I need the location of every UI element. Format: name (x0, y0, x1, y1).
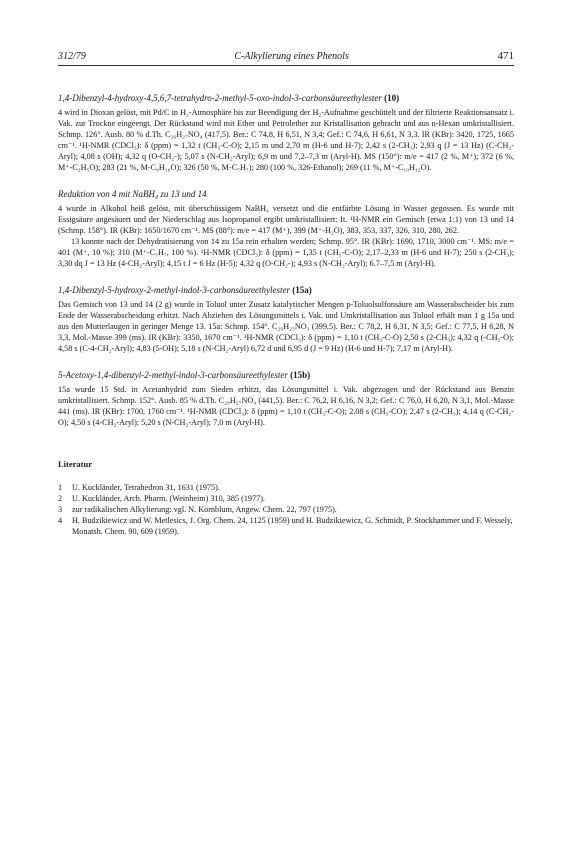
running-title: C-Alkylierung eines Phenols (234, 51, 349, 62)
paragraph: 13 konnte nach der Dehydratisierung von 14 zu 15a rein erhalten werden; Schmp. 95°. IR (KBr): 1690, 1710, 3000 cm⁻¹. MS: m/e = 401 (M⁺, 10 %); 310 (M⁺-C₇H₇, 100 %). ¹H-NMR (CDCl₃): δ (ppm) = 1,35 t (CH₃-C-O); 2,17–2,33 m (H-6 und H-7); 250 s (2-CH₃); 3,30 dq J = 13 Hz (4-CH₂-Aryl); 4,15 t J = 6 Hz (H-5); 4,32 q (O-CH₂-); 4,93 s (N-CH₂-Aryl); 6.7–7,5 m (Aryl-H). (58, 237, 514, 268)
paragraph: Das Gemisch von 13 und 14 (2 g) wurde in Toluol unter Zusatz katalytischer Mengen p-Toluolsulfonsäure am Wasserabscheider bis zum Ende der Wasserabscheidung erhitzt. Nach Abziehen des Lösungsmittels i. Vak. und Umkristallisation aus Toluol erhält man 1 g 15a und aus den Mutterlaugen in geringer Menge 13. 15a: Schmp. 154°. C₂₆H₂₅NO₃ (399,5). Ber.: C 78,2, H 6,31, N 3,5; Gef.: C 77,5, H 6,28, N 3,3, Mol.-Masse 399 (ms). IR (KBr): 3350, 1670 cm⁻¹. ¹H-NMR (CDCl₃): δ (ppm) = 1,10 t (CH₃-C-O) 2,50 s (2-CH₃); 4,32 q (-CH₂-O); 4,58 s (C-4-CH₂-Aryl); 4,83 (5-OH); 5,18 s (N-CH₂-Aryl) 6,72 d und 6,95 d (J = 9 Hz) (H-6 und H-7); 7,17 m (Aryl-H). (58, 300, 514, 353)
running-header (58, 50, 514, 66)
section-title: 1,4-Dibenzyl-5-hydroxy-2-methyl-indol-3-carbonsäureethylester (58, 285, 291, 295)
section-heading (58, 93, 514, 104)
references-heading: Literatur (58, 459, 92, 469)
reference-text: H. Budzikiewicz und W. Metlesics, J. Org. Chem. 24, 1125 (1959) und H. Budzikiewicz, G. Schmidt, P. Stockhammer und F. Wessely, Monatsh. Chem. 90, 609 (1959). (72, 516, 513, 536)
reference-text: U. Kuckländer, Tetrahedron 31, 1631 (1975). (72, 483, 220, 492)
compound-number: (10) (384, 93, 400, 103)
page-number: 471 (497, 50, 514, 62)
journal-issue: 312/79 (58, 51, 86, 62)
section-heading (58, 370, 514, 381)
reference-text: U. Kuckländer, Arch. Pharm. (Weinheim) 310, 385 (1977). (72, 494, 265, 503)
section-compound-15a (58, 285, 514, 354)
section-heading (58, 285, 514, 296)
journal-page (58, 50, 514, 537)
reference-item (58, 493, 514, 504)
reference-text: zur radikalischen Alkylierung: vgl. N. Kornblum, Angew. Chem. 22, 797 (1975). (72, 505, 337, 514)
reference-item (58, 504, 514, 515)
section-title: 1,4-Dibenzyl-4-hydroxy-4,5,6,7-tetrahydro-2-methyl-5-oxo-indol-3-carbonsäureethylester (58, 93, 382, 103)
section-heading (58, 189, 514, 200)
references-section (58, 459, 514, 537)
reference-number: 3 (58, 505, 63, 514)
section-reduction (58, 189, 514, 269)
reference-number: 2 (58, 494, 63, 503)
compound-number: (15a) (292, 285, 312, 295)
paragraph: 4 wurde in Alkohol heiß gelöst, mit überschüssigem NaBH₄ versetzt und die entfärbte Lösung in Wasser gegossen. Es wurde mit Essigsäure angesäuert und der Niederschlag aus Isopropanol ergibt umkristallisiert: It. ¹H-NMR ein Gemisch (etwa 1:1) von 13 und 14 (Schmp. 158°). IR (KBr): 1650/1670 cm⁻¹. MS (88°): m/e = 417 (M⁺), 399 (M⁺-H₂O), 383, 353, 337, 326, 310, 280, 262. (58, 204, 514, 235)
paragraph: 4 wird in Dioxan gelöst, mit Pd/C in H₂-Atmosphäre bis zur Beendigung der H₂-Aufnahme geschüttelt und der filtrierte Reaktionsansatz i. Vak. zur Trockne eingeengt. Der Rückstand wird mit Ether und Petrolether zur Kristallisation gebracht und aus n-Hexan umkristallisiert. Schmp. 126°. Ausb. 80 % d.Th. C₂₆H₂₇NO₄ (417,5). Ber.: C 74,8, H 6,51, N 3,4; Gef.: C 74,6, H 6,61, N 3,3. IR (KBr): 3420, 1725, 1665 cm⁻¹. ¹H-NMR (CDCl₃): δ (ppm) = 1,32 t (CH₃-C-O); 2,15 m und 2,70 m (H-6 und H-7); 2,42 s (2-CH₃); 2,93 q (J = 13 Hz) (C-CH₂-Aryl); 4,08 s (OH); 4,32 q (O-CH₂-); 5,07 s (N-CH₂-Aryl); 6,9 m und 7,2–7,3 m (Aryl-H). MS (150°): m/e = 417 (2 %, M⁺); 372 (6 %, M⁺-C₂H₅O); 283 (21 %, M-C₉H₁₀O); 326 (50 %, M-C₇H₇); 280 (100 %, 326-Ethanol); 269 (11 %, M⁺-C₁₀H₁₂O). (58, 108, 514, 172)
reference-number: 1 (58, 483, 63, 492)
reference-item (58, 515, 514, 537)
section-compound-15b (58, 370, 514, 428)
section-compound-10 (58, 93, 514, 173)
reference-number: 4 (58, 516, 63, 525)
compound-number: (15b) (290, 370, 311, 380)
section-title: Reduktion von 4 mit NaBH₄ zu 13 und 14 (58, 189, 207, 199)
section-title: 5-Acetoxy-1,4-dibenzyl-2-methyl-indol-3-carbonsäureethylester (58, 370, 288, 380)
reference-item (58, 482, 514, 493)
paragraph: 15a wurde 15 Std. in Acetanhydrid zum Sieden erhitzt, das Lösungsmittel i. Vak. abgezogen und der Rückstand aus Benzin umkristallisiert. Schmp. 152°. Ausb. 85 % d.Th. C₂₈H₂₇NO₄ (441,5). Ber.: C 76,2, H 6,16, N 3,2; Gef.: C 76,0, H 6,20, N 3,1, Mol.-Masse 441 (ms). IR (KBr): 1700, 1760 cm⁻¹. ¹H-NMR (CDCl₃): δ (ppm) = 1,10 t (CH₃-C-O); 2.08 s (CH₃-CO); 2,47 s (2-CH₃); 4,14 q (C-CH₂-O); 4,50 s (4-CH₂-Aryl); 5,20 s (N-CH₂-Aryl); 7,0 m (Aryl-H). (58, 385, 514, 427)
